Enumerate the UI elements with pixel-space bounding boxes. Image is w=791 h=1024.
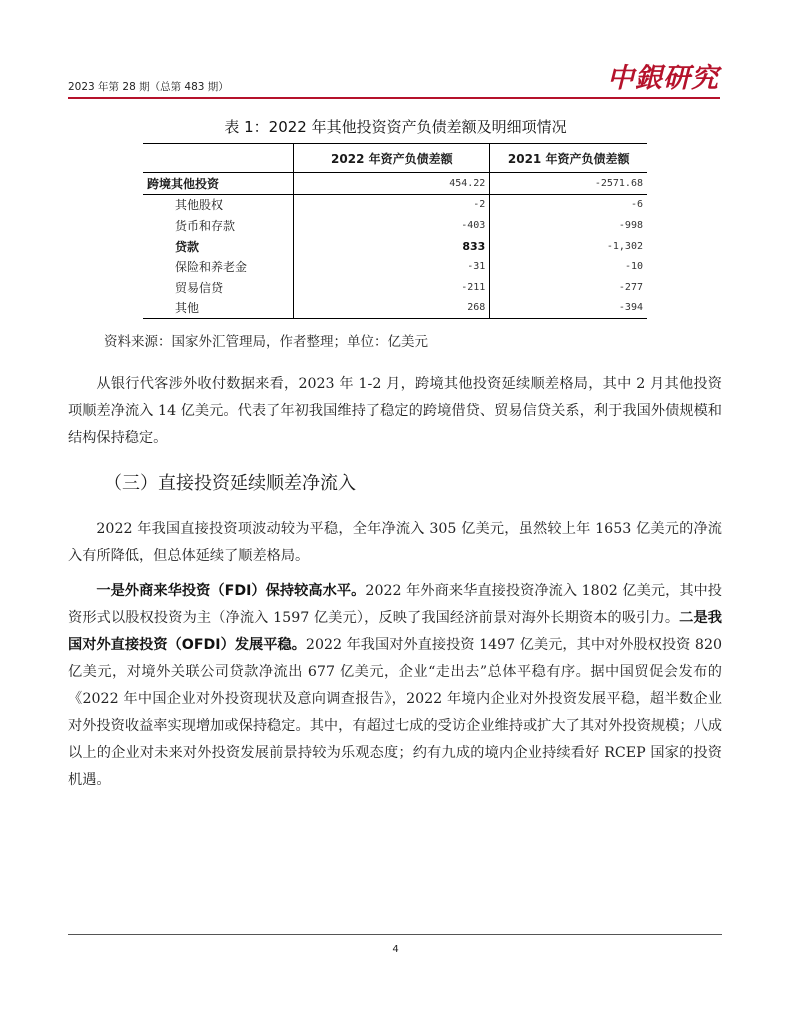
row-label: 贷款 xyxy=(175,239,200,254)
row-label: 其他 xyxy=(143,298,294,319)
table-header-row xyxy=(143,144,647,173)
table-source-note: 资料来源：国家外汇管理局，作者整理；单位：亿美元 xyxy=(104,334,428,350)
cell-2022: -403 xyxy=(294,215,490,236)
table-row xyxy=(143,277,647,298)
cell-2022: 268 xyxy=(294,298,490,319)
row-label: 其他股权 xyxy=(175,198,224,213)
ofdi-bold-lead: 二是我国对外直接投资（OFDI）发展平稳。 xyxy=(68,610,722,653)
column-header: 2022 年资产负债差额 xyxy=(294,144,490,173)
table-row xyxy=(143,173,647,195)
table-row xyxy=(143,298,647,319)
table-row xyxy=(143,256,647,277)
column-header xyxy=(143,144,294,173)
table-row xyxy=(143,215,647,236)
fdi-bold-lead: 一是外商来华投资（FDI）保持较高水平。 xyxy=(96,583,366,599)
table-row xyxy=(143,194,647,215)
row-label: 保险和养老金 xyxy=(175,260,248,275)
cell-2022: -31 xyxy=(294,256,490,277)
cell-2021: -1,302 xyxy=(490,236,647,257)
page-number: 4 xyxy=(392,944,399,955)
cell-2021: -394 xyxy=(490,298,647,319)
cell-2021: -2571.68 xyxy=(490,173,647,195)
cell-2022: -2 xyxy=(294,194,490,215)
cell-2021: -998 xyxy=(490,215,647,236)
cell-2021: -277 xyxy=(490,277,647,298)
row-label: 贸易信贷 xyxy=(175,280,224,295)
logo-text: 中銀研究 xyxy=(607,63,719,94)
table-title: 表 1：2022 年其他投资资产负债差额及明细项情况 xyxy=(224,118,567,136)
row-label: 货币和存款 xyxy=(175,218,236,233)
issue-label: 2023 年第 28 期（总第 483 期） xyxy=(68,81,229,93)
cell-2021: -10 xyxy=(490,256,647,277)
header-divider xyxy=(68,97,720,99)
cell-2022: -211 xyxy=(294,277,490,298)
paragraph-direct-investment: 2022 年我国直接投资项波动较为平稳，全年净流入 305 亿美元，虽然较上年 1653 亿美元的净流入有所降低，但总体延续了顺差格局。 xyxy=(68,521,722,564)
cell-2022: 833 xyxy=(294,236,490,257)
footer-divider xyxy=(68,934,722,935)
investment-table xyxy=(143,143,647,319)
table-row xyxy=(143,236,647,257)
section-heading: （三）直接投资延续顺差净流入 xyxy=(104,473,356,494)
ofdi-text: 2022 年我国对外直接投资 1497 亿美元，其中对外股权投资 820 亿美元，对境外关联公司贷款净流出 677 亿美元，企业“走出去”总体平稳有序。据中国贸促会发布的《2022 年中国企业对外投资现状及意向调查报告》，2022 年境内企业对外投资发展平稳，超半数企业对外投资收益率实现增加或保持稳定。其中，有超过七成的受访企业维持或扩大了其对外投资规模；八成以上的企业对未来对外投资发展前景持较为乐观态度；约有九成的境内企业持续看好 RCEP 国家的投资机遇。 xyxy=(68,637,722,788)
cell-2021: -6 xyxy=(490,194,647,215)
fdi-text: 2022 年外商来华直接投资净流入 1802 亿美元，其中投资形式以股权投资为主（净流入 1597 亿美元），反映了我国经济前景对海外长期资本的吸引力。 xyxy=(68,583,722,626)
cell-2022: 454.22 xyxy=(294,173,490,195)
column-header: 2021 年资产负债差额 xyxy=(490,144,647,173)
paragraph-other-investment: 从银行代客涉外收付数据来看，2023 年 1-2 月，跨境其他投资延续顺差格局，其中 2 月其他投资项顺差净流入 14 亿美元。代表了年初我国维持了稳定的跨境借贷、贸易信贷关系，利于我国外债规模和结构保持稳定。 xyxy=(68,376,722,446)
paragraph-fdi-ofdi xyxy=(68,578,722,794)
row-label: 跨境其他投资 xyxy=(143,173,294,195)
